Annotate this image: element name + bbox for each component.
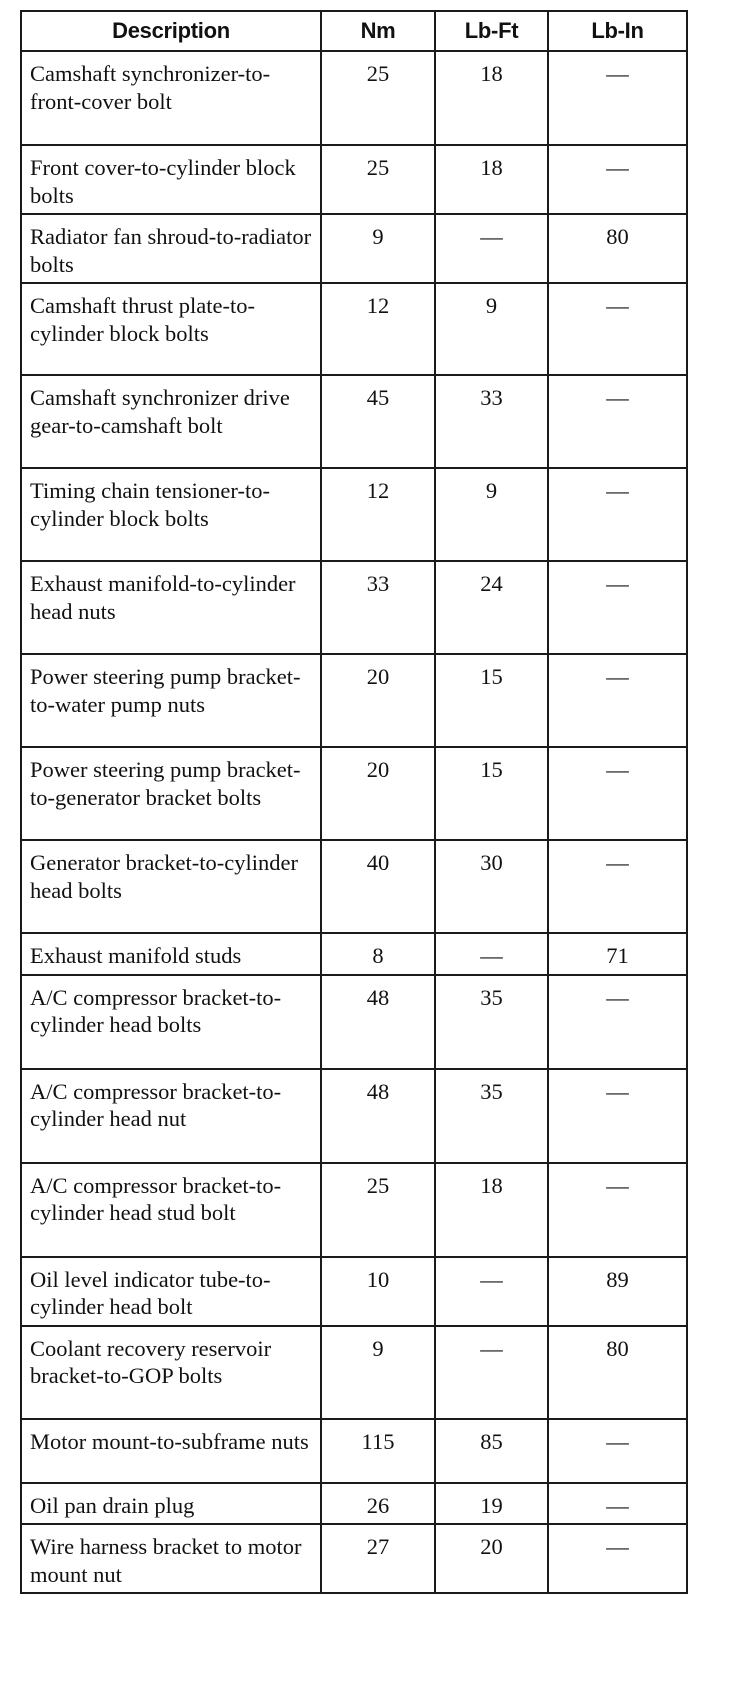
lb-in-cell: — xyxy=(548,375,687,468)
lb-ft-cell: 18 xyxy=(435,145,548,214)
lb-in-cell: 80 xyxy=(548,214,687,283)
description-cell: Camshaft thrust plate-to-cylinder block bolts xyxy=(21,283,321,375)
table-row xyxy=(21,975,687,1069)
description-cell: Coolant recovery reservoir bracket-to-GOP bolts xyxy=(21,1326,321,1419)
lb-ft-cell: 9 xyxy=(435,468,548,561)
lb-in-cell: — xyxy=(548,1419,687,1483)
table-row xyxy=(21,561,687,654)
description-cell: Camshaft synchronizer-to-front-cover bolt xyxy=(21,51,321,145)
lb-ft-cell: 15 xyxy=(435,747,548,840)
description-cell: Timing chain tensioner-to-cylinder block bolts xyxy=(21,468,321,561)
nm-cell: 10 xyxy=(321,1257,435,1326)
lb-ft-cell: 85 xyxy=(435,1419,548,1483)
description-cell: A/C compressor bracket-to-cylinder head nut xyxy=(21,1069,321,1163)
header-nm: Nm xyxy=(321,11,435,51)
nm-cell: 8 xyxy=(321,933,435,975)
nm-cell: 27 xyxy=(321,1524,435,1593)
nm-cell: 12 xyxy=(321,283,435,375)
description-cell: Exhaust manifold-to-cylinder head nuts xyxy=(21,561,321,654)
table-row xyxy=(21,1069,687,1163)
description-cell: Front cover-to-cylinder block bolts xyxy=(21,145,321,214)
table-row xyxy=(21,1257,687,1326)
table-row xyxy=(21,1483,687,1525)
table-row xyxy=(21,1163,687,1257)
header-description: Description xyxy=(21,11,321,51)
description-cell: Camshaft synchronizer drive gear-to-camshaft bolt xyxy=(21,375,321,468)
description-cell: Power steering pump bracket-to-water pump nuts xyxy=(21,654,321,747)
table-row xyxy=(21,468,687,561)
nm-cell: 20 xyxy=(321,747,435,840)
description-cell: Motor mount-to-subframe nuts xyxy=(21,1419,321,1483)
lb-ft-cell: — xyxy=(435,1326,548,1419)
description-cell: Generator bracket-to-cylinder head bolts xyxy=(21,840,321,933)
nm-cell: 9 xyxy=(321,214,435,283)
table-row xyxy=(21,51,687,145)
lb-in-cell: — xyxy=(548,1163,687,1257)
lb-in-cell: — xyxy=(548,1069,687,1163)
nm-cell: 33 xyxy=(321,561,435,654)
header-lb-in: Lb-In xyxy=(548,11,687,51)
lb-ft-cell: 35 xyxy=(435,1069,548,1163)
table-row xyxy=(21,654,687,747)
lb-in-cell: — xyxy=(548,840,687,933)
table-row xyxy=(21,214,687,283)
lb-ft-cell: 24 xyxy=(435,561,548,654)
table-row xyxy=(21,375,687,468)
lb-ft-cell: — xyxy=(435,933,548,975)
lb-in-cell: — xyxy=(548,1524,687,1593)
description-cell: Exhaust manifold studs xyxy=(21,933,321,975)
table-row xyxy=(21,1326,687,1419)
description-cell: Oil level indicator tube-to-cylinder head bolt xyxy=(21,1257,321,1326)
lb-in-cell: — xyxy=(548,145,687,214)
lb-ft-cell: 15 xyxy=(435,654,548,747)
lb-in-cell: — xyxy=(548,975,687,1069)
table-row xyxy=(21,747,687,840)
lb-in-cell: — xyxy=(548,283,687,375)
header-lb-ft: Lb-Ft xyxy=(435,11,548,51)
description-cell: A/C compressor bracket-to-cylinder head bolts xyxy=(21,975,321,1069)
nm-cell: 25 xyxy=(321,145,435,214)
nm-cell: 25 xyxy=(321,1163,435,1257)
description-cell: Power steering pump bracket-to-generator bracket bolts xyxy=(21,747,321,840)
table-row xyxy=(21,840,687,933)
lb-ft-cell: 30 xyxy=(435,840,548,933)
nm-cell: 45 xyxy=(321,375,435,468)
lb-ft-cell: — xyxy=(435,214,548,283)
lb-in-cell: 80 xyxy=(548,1326,687,1419)
lb-ft-cell: 33 xyxy=(435,375,548,468)
lb-ft-cell: 35 xyxy=(435,975,548,1069)
lb-ft-cell: — xyxy=(435,1257,548,1326)
lb-in-cell: — xyxy=(548,747,687,840)
lb-ft-cell: 18 xyxy=(435,51,548,145)
table-header-row xyxy=(21,11,687,51)
lb-in-cell: 71 xyxy=(548,933,687,975)
torque-spec-table xyxy=(20,10,688,1594)
nm-cell: 26 xyxy=(321,1483,435,1525)
description-cell: Wire harness bracket to motor mount nut xyxy=(21,1524,321,1593)
lb-in-cell: — xyxy=(548,654,687,747)
description-cell: A/C compressor bracket-to-cylinder head stud bolt xyxy=(21,1163,321,1257)
nm-cell: 9 xyxy=(321,1326,435,1419)
lb-ft-cell: 9 xyxy=(435,283,548,375)
lb-ft-cell: 19 xyxy=(435,1483,548,1525)
nm-cell: 20 xyxy=(321,654,435,747)
table-row xyxy=(21,283,687,375)
lb-ft-cell: 18 xyxy=(435,1163,548,1257)
table-row xyxy=(21,1419,687,1483)
table-body xyxy=(21,51,687,1593)
description-cell: Radiator fan shroud-to-radiator bolts xyxy=(21,214,321,283)
nm-cell: 115 xyxy=(321,1419,435,1483)
nm-cell: 48 xyxy=(321,975,435,1069)
lb-in-cell: — xyxy=(548,1483,687,1525)
nm-cell: 40 xyxy=(321,840,435,933)
lb-in-cell: — xyxy=(548,468,687,561)
lb-in-cell: 89 xyxy=(548,1257,687,1326)
nm-cell: 48 xyxy=(321,1069,435,1163)
lb-in-cell: — xyxy=(548,561,687,654)
nm-cell: 12 xyxy=(321,468,435,561)
table-row xyxy=(21,145,687,214)
table-row xyxy=(21,1524,687,1593)
description-cell: Oil pan drain plug xyxy=(21,1483,321,1525)
lb-in-cell: — xyxy=(548,51,687,145)
nm-cell: 25 xyxy=(321,51,435,145)
lb-ft-cell: 20 xyxy=(435,1524,548,1593)
table-row xyxy=(21,933,687,975)
